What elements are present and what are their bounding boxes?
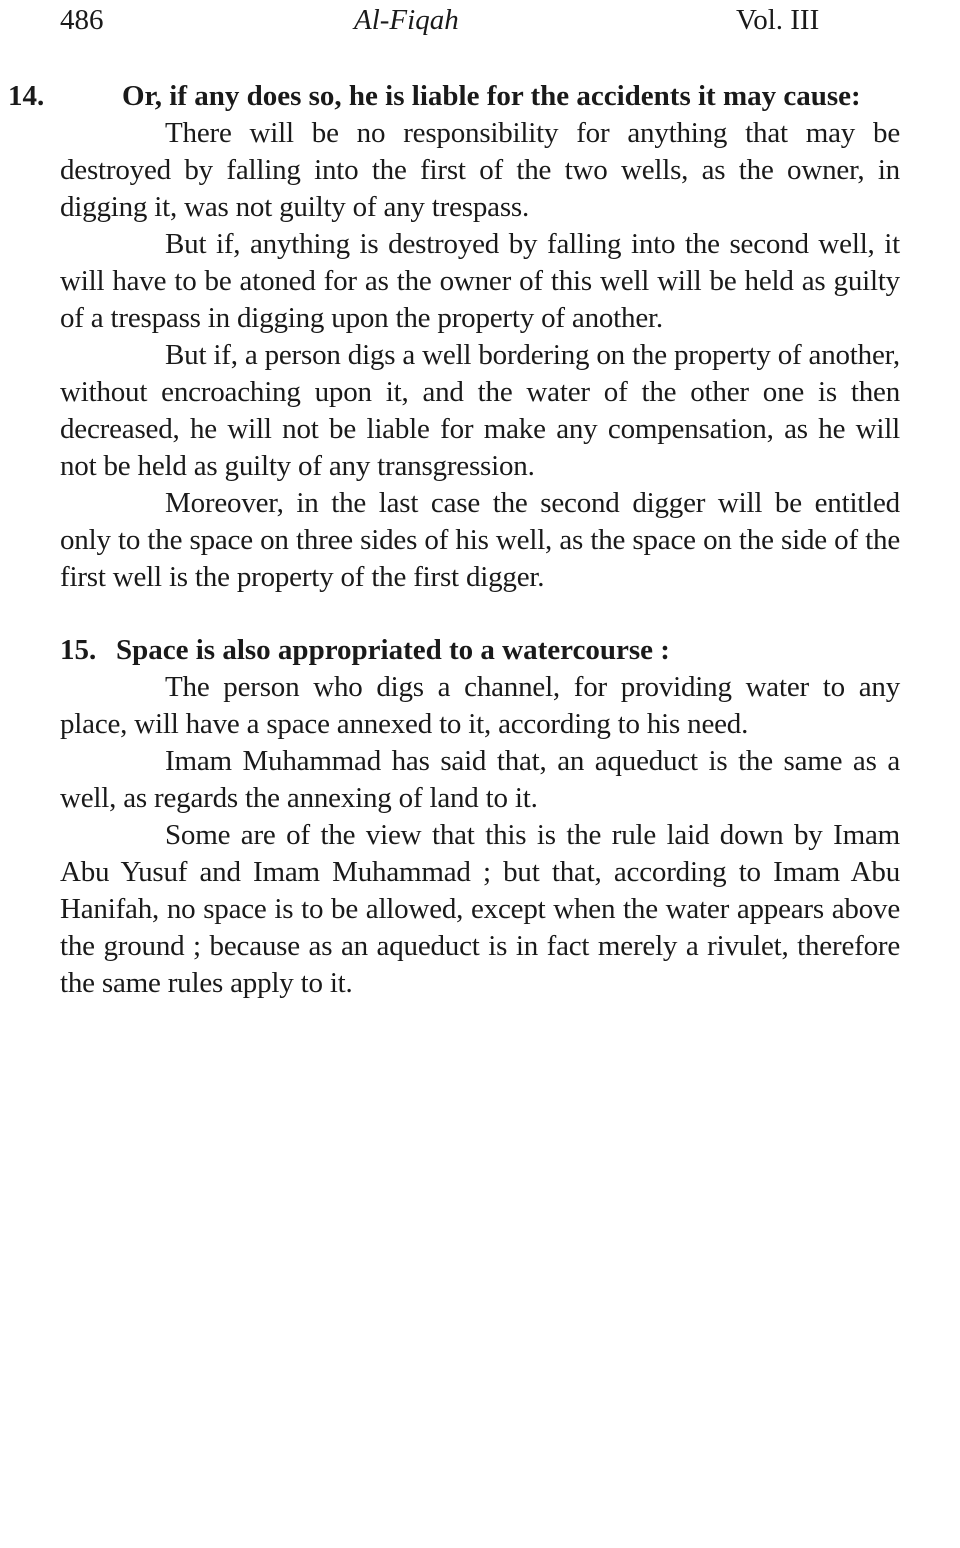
paragraph: Moreover, in the last case the second digger will be entitled only to the space on three sides of his well, as the space on the side of the first well is the property of the first digger. (60, 487, 900, 593)
section-14-number: 14. (8, 80, 45, 112)
paragraph: Some are of the view that this is the rule laid down by Imam Abu Yusuf and Imam Muhammad ; but that, according to Imam Abu Hanifah, no space is to be allowed, except when the water appears above the ground ; because as an aqueduct is in fact merely a rivulet, therefore the same rules apply to it. (60, 819, 900, 999)
page-number: 486 (60, 4, 104, 36)
section-15-number: 15. (60, 634, 97, 666)
paragraph: The person who digs a channel, for providing water to any place, will have a space annexed to it, according to his need. (60, 671, 900, 740)
section-15-heading (60, 632, 900, 669)
volume-label: Vol. III (736, 4, 820, 36)
running-header (60, 0, 900, 44)
paragraph: There will be no responsibility for anything that may be destroyed by falling into the first of the two wells, as the owner, in digging it, was not guilty of any trespass. (60, 117, 900, 223)
book-title: Al-Fiqah (354, 4, 459, 36)
paragraph: But if, a person digs a well bordering on the property of another, without encroaching upon it, and the water of the other one is then decreased, he will not be liable for make any compensation, as he will not be held as guilty of any transgression. (60, 339, 900, 482)
section-14-title: Or, if any does so, he is liable for the accidents it may cause: (122, 80, 861, 112)
book-page (8, 0, 900, 1002)
section-15-title: Space is also appropriated to a watercourse : (116, 634, 670, 666)
paragraph: Imam Muhammad has said that, an aqueduct is the same as a well, as regards the annexing of land to it. (60, 745, 900, 814)
section-14-heading (8, 78, 900, 115)
paragraph: But if, anything is destroyed by falling into the second well, it will have to be atoned for as the owner of this well will be held as guilty of a trespass in digging upon the property of another. (60, 228, 900, 334)
